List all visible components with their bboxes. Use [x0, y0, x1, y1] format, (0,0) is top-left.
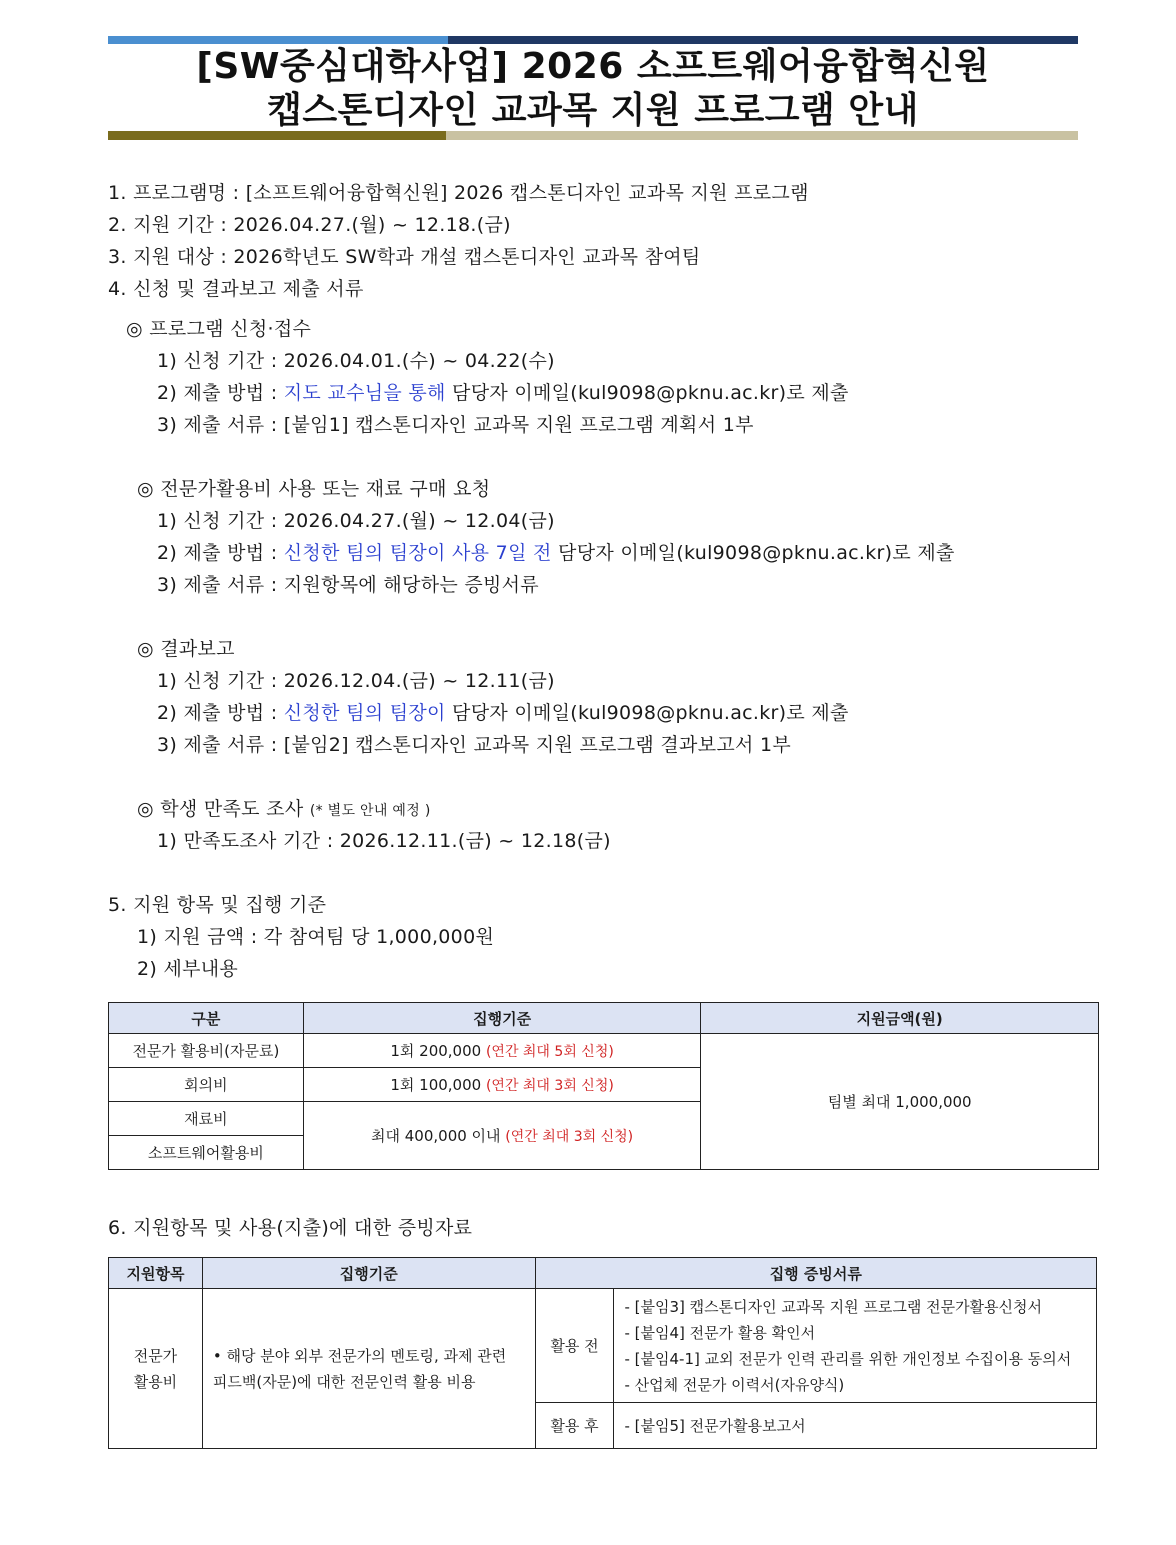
- col-header-amount: 지원금액(원): [701, 1003, 1099, 1034]
- amount-cell: 팀별 최대 1,000,000: [701, 1034, 1099, 1170]
- col-header-item: 지원항목: [109, 1258, 203, 1289]
- row-category: 재료비: [109, 1102, 304, 1136]
- result-period: 1) 신청 기간 : 2026.12.04.(금) ~ 12.11(금): [157, 670, 555, 692]
- expert-method-highlight: 신청한 팀의 팀장이 사용 7일 전: [283, 542, 552, 564]
- survey-period: 1) 만족도조사 기간 : 2026.12.11.(금) ~ 12.18(금): [157, 830, 611, 852]
- page-title: [108, 47, 1078, 131]
- header-bottom-bar: [108, 131, 1078, 140]
- table-row: [109, 1289, 1097, 1403]
- list-item: - [붙임5] 전문가활용보고서: [624, 1416, 806, 1435]
- expert-period: 1) 신청 기간 : 2026.04.27.(월) ~ 12.04(금): [157, 510, 555, 532]
- apply-docs: 3) 제출 서류 : [붙임1] 캡스톤디자인 교과목 지원 프로그램 계획서 1부: [157, 414, 754, 436]
- expert-docs: 3) 제출 서류 : 지원항목에 해당하는 증빙서류: [157, 574, 539, 596]
- item-cell: 전문가 활용비: [109, 1289, 203, 1449]
- col-header-category: 구분: [109, 1003, 304, 1034]
- section6-heading: 6. 지원항목 및 사용(지출)에 대한 증빙자료: [108, 1217, 473, 1239]
- table-row: [109, 1034, 1099, 1068]
- section5-heading: 5. 지원 항목 및 집행 기준: [108, 894, 327, 916]
- header-top-bar: [108, 36, 1078, 44]
- section5-amount: 1) 지원 금액 : 각 참여팀 당 1,000,000원: [137, 926, 495, 948]
- title-line-2: 캡스톤디자인 교과목 지원 프로그램 안내: [267, 90, 919, 131]
- item-program-name: 1. 프로그램명 : [소프트웨어융합혁신원] 2026 캡스톤디자인 교과목 지원 프로그램: [108, 182, 809, 204]
- evidence-table: [108, 1257, 1097, 1449]
- title-line-1: [SW중심대학사업] 2026 소프트웨어융합혁신원: [196, 46, 990, 87]
- after-label: 활용 후: [535, 1403, 614, 1449]
- survey-heading: ◎ 학생 만족도 조사 (* 별도 안내 예정 ): [137, 798, 431, 820]
- after-docs: [614, 1403, 1097, 1449]
- row-basis: 1회 100,000 (연간 최대 3회 신청): [303, 1068, 701, 1102]
- list-item: - [붙임3] 캡스톤디자인 교과목 지원 프로그램 전문가활용신청서: [624, 1297, 1043, 1316]
- apply-method: 2) 제출 방법 : 지도 교수님을 통해 담당자 이메일(kul9098@pknu.ac.kr)로 제출: [157, 382, 849, 404]
- item-support-target: 3. 지원 대상 : 2026학년도 SW학과 개설 캡스톤디자인 교과목 참여팀: [108, 246, 701, 268]
- apply-heading: ◎ 프로그램 신청·접수: [126, 318, 312, 340]
- apply-method-highlight: 지도 교수님을 통해: [283, 382, 446, 404]
- list-item: - 산업체 전문가 이력서(자유양식): [624, 1375, 845, 1394]
- before-label: 활용 전: [535, 1289, 614, 1403]
- row-basis: 최대 400,000 이내 (연간 최대 3회 신청): [303, 1102, 701, 1170]
- row-category: 소프트웨어활용비: [109, 1136, 304, 1170]
- list-item: - [붙임4-1] 교외 전문가 인력 관리를 위한 개인정보 수집이용 동의서: [624, 1349, 1072, 1368]
- section5-details: 2) 세부내용: [137, 958, 239, 980]
- support-table: [108, 1002, 1099, 1170]
- list-item: - [붙임4] 전문가 활용 확인서: [624, 1323, 816, 1342]
- row-basis: 1회 200,000 (연간 최대 5회 신청): [303, 1034, 701, 1068]
- before-docs: [614, 1289, 1097, 1403]
- survey-note: (* 별도 안내 예정 ): [309, 803, 431, 819]
- row-category: 회의비: [109, 1068, 304, 1102]
- apply-period: 1) 신청 기간 : 2026.04.01.(수) ~ 04.22(수): [157, 350, 555, 372]
- result-docs: 3) 제출 서류 : [붙임2] 캡스톤디자인 교과목 지원 프로그램 결과보고서 1부: [157, 734, 792, 756]
- expert-method: 2) 제출 방법 : 신청한 팀의 팀장이 사용 7일 전 담당자 이메일(kul9098@pknu.ac.kr)로 제출: [157, 542, 955, 564]
- col-header-basis: 집행기준: [202, 1258, 535, 1289]
- result-method-highlight: 신청한 팀의 팀장이: [283, 702, 446, 724]
- result-heading: ◎ 결과보고: [137, 638, 235, 660]
- result-method: 2) 제출 방법 : 신청한 팀의 팀장이 담당자 이메일(kul9098@pknu.ac.kr)로 제출: [157, 702, 849, 724]
- col-header-basis: 집행기준: [303, 1003, 701, 1034]
- row-category: 전문가 활용비(자문료): [109, 1034, 304, 1068]
- col-header-docs: 집행 증빙서류: [535, 1258, 1096, 1289]
- basis-cell: • 해당 분야 외부 전문가의 멘토링, 과제 관련 피드백(자문)에 대한 전문인력 활용 비용: [202, 1289, 535, 1449]
- item-submit-docs: 4. 신청 및 결과보고 제출 서류: [108, 278, 364, 300]
- item-support-period: 2. 지원 기간 : 2026.04.27.(월) ~ 12.18.(금): [108, 214, 511, 236]
- expert-heading: ◎ 전문가활용비 사용 또는 재료 구매 요청: [137, 478, 491, 500]
